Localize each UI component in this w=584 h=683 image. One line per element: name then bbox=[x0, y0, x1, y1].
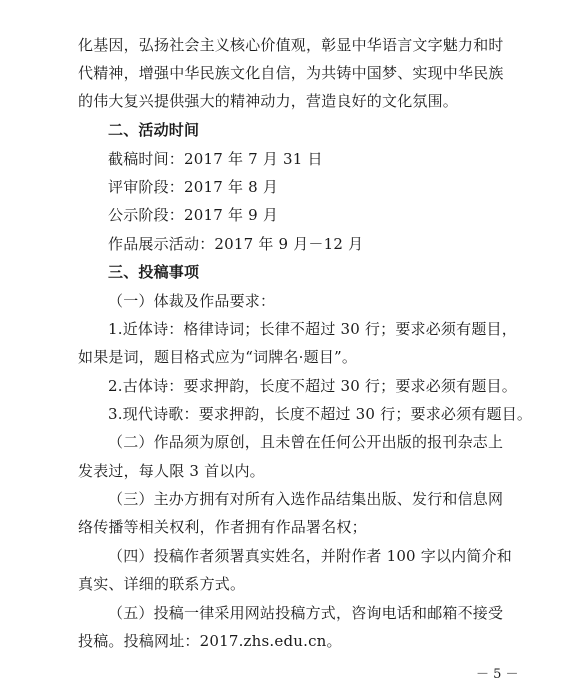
genre-requirements-line: （一）体裁及作品要求： bbox=[108, 292, 276, 310]
modern-poetry-line: 3.现代诗歌：要求押韵，长度不超过 30 行；要求必须有题目。 bbox=[108, 405, 533, 423]
section-heading-activity-time: 二、活动时间 bbox=[108, 121, 200, 139]
deadline-line: 截稿时间：2017 年 7 月 31 日 bbox=[108, 150, 323, 168]
originality-line-1: （二）作品须为原创，且未曾在任何公开出版的报刊杂志上 bbox=[108, 433, 504, 451]
intro-line-1: 化基因，弘扬社会主义核心价值观，彰显中华语言文字魅力和时 bbox=[78, 36, 504, 54]
intro-line-2: 代精神，增强中华民族文化自信，为共铸中国梦、实现中华民族 bbox=[78, 64, 504, 82]
page-number: － 5 － bbox=[476, 667, 519, 682]
rights-line-1: （三）主办方拥有对所有入选作品结集出版、发行和信息网 bbox=[108, 490, 504, 508]
review-stage-line: 评审阶段：2017 年 8 月 bbox=[108, 178, 279, 196]
author-info-line-1: （四）投稿作者须署真实姓名，并附作者 100 字以内简介和 bbox=[108, 547, 512, 565]
section-heading-submission: 三、投稿事项 bbox=[108, 263, 200, 281]
ancient-style-poetry-line: 2.古体诗：要求押韵，长度不超过 30 行；要求必须有题目。 bbox=[108, 377, 517, 395]
publicity-stage-line: 公示阶段：2017 年 9 月 bbox=[108, 206, 279, 224]
modern-style-poetry-line-2: 如果是词，题目格式应为“词牌名·题目”。 bbox=[78, 348, 358, 366]
exhibition-line: 作品展示活动：2017 年 9 月－12 月 bbox=[108, 235, 364, 253]
originality-line-2: 发表过，每人限 3 首以内。 bbox=[78, 462, 265, 480]
intro-line-3: 的伟大复兴提供强大的精神动力，营造良好的文化氛围。 bbox=[78, 92, 459, 110]
submission-method-line-2: 投稿。投稿网址：2017.zhs.edu.cn。 bbox=[78, 632, 342, 650]
submission-method-line-1: （五）投稿一律采用网站投稿方式，咨询电话和邮箱不接受 bbox=[108, 604, 504, 622]
modern-style-poetry-line-1: 1.近体诗：格律诗词；长律不超过 30 行；要求必须有题目， bbox=[108, 320, 517, 338]
author-info-line-2: 真实、详细的联系方式。 bbox=[78, 575, 246, 593]
rights-line-2: 络传播等相关权利，作者拥有作品署名权； bbox=[78, 518, 367, 536]
